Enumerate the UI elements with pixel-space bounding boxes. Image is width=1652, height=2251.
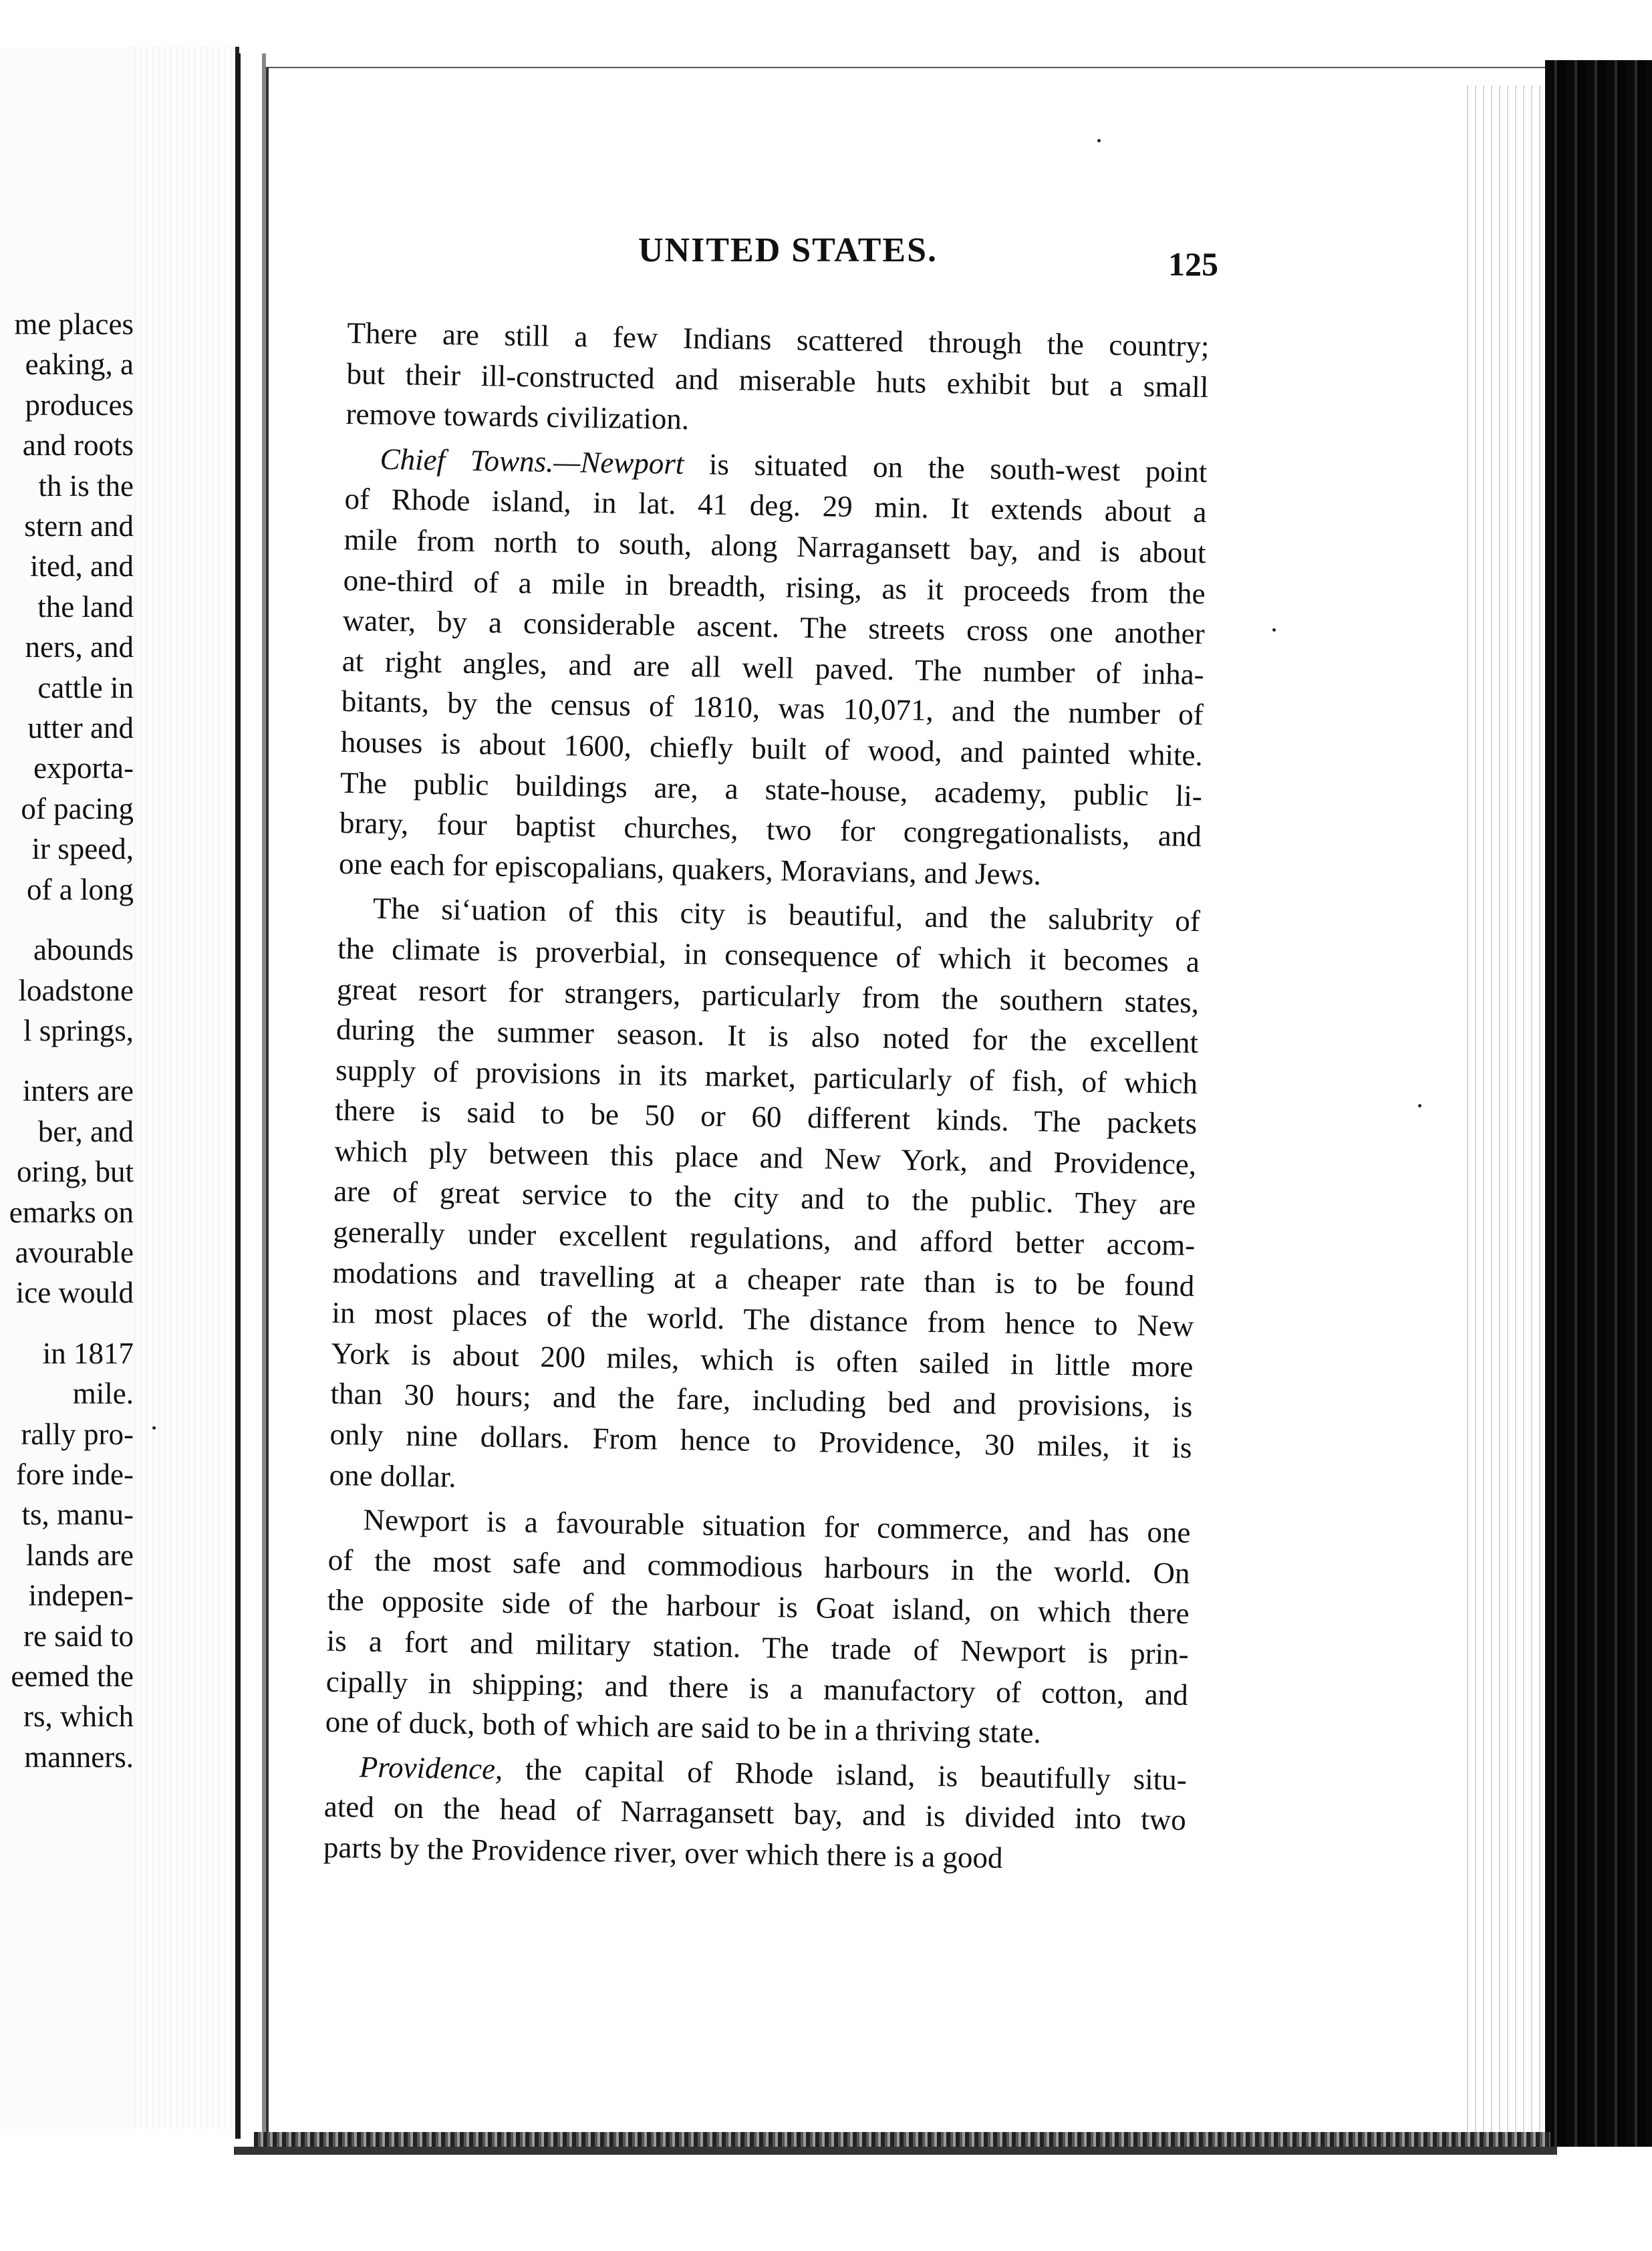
- text-line: only nine dollars. From hence to Providence, 30 miles, it is: [329, 1417, 1192, 1465]
- text-line: one dollar.: [329, 1458, 457, 1494]
- running-head: UNITED STATES.: [638, 231, 938, 269]
- text-line: bitants, by the census of 1810, was 10,071, and the number of: [341, 684, 1204, 732]
- facing-page-line: rally pro-: [21, 1417, 134, 1451]
- italic-lead: Chief Towns.—Newport: [380, 442, 684, 481]
- ink-speck: [1418, 1104, 1421, 1107]
- text-line: of the most safe and commodious harbours in the world. On: [327, 1543, 1190, 1590]
- ink-speck: [1272, 628, 1276, 632]
- facing-page-gap: [0, 910, 134, 930]
- facing-page-line: re said to: [23, 1619, 134, 1653]
- paragraph: [329, 888, 1200, 1508]
- line-text: is situated on the south-west point: [683, 446, 1208, 489]
- facing-page-line: utter and: [27, 711, 134, 745]
- text-line: the opposite side of the harbour is Goat island, on which there: [327, 1583, 1190, 1631]
- body-text: [323, 313, 1209, 1885]
- facing-page-line: emarks on: [9, 1195, 134, 1229]
- text-line: than 30 hours; and the fare, including bed and provisions, is: [330, 1377, 1193, 1424]
- paragraph: [325, 1499, 1191, 1756]
- facing-page-line: indepen-: [28, 1579, 134, 1613]
- facing-page-text: [0, 304, 134, 1777]
- facing-page-line: eemed the: [11, 1660, 134, 1693]
- text-line: modations and travelling at a cheaper rate than is to be found: [332, 1255, 1195, 1303]
- text-line: one each for episcopalians, quakers, Moravians, and Jews.: [338, 846, 1042, 892]
- text-line: are of great service to the city and to the public. They are: [333, 1174, 1196, 1222]
- text-line: The public buildings are, a state-house, academy, public li-: [339, 765, 1203, 813]
- page-edges: [1464, 86, 1547, 2144]
- text-line: during the summer season. It is also noted for the excellent: [335, 1012, 1199, 1060]
- ink-speck: [1097, 139, 1101, 142]
- text-line: mile from north to south, along Narragansett bay, and is about: [343, 522, 1206, 570]
- facing-page-line: avourable: [15, 1235, 134, 1269]
- facing-page-line: produces: [25, 388, 134, 422]
- facing-page-line: ir speed,: [31, 832, 134, 866]
- text-line: cipally in shipping; and there is a manufactory of cotton, and: [325, 1664, 1189, 1712]
- text-line: in most places of the world. The distance from hence to New: [331, 1296, 1194, 1343]
- book-cover-edge: [1545, 60, 1652, 2251]
- facing-page-line: exporta-: [33, 751, 134, 785]
- facing-page-line: ber, and: [37, 1114, 134, 1148]
- text-line: generally under excellent regulations, and afford better accom-: [333, 1214, 1196, 1263]
- text-line: is a fort and military station. The trade of Newport is prin-: [326, 1623, 1190, 1672]
- text-line: brary, four baptist churches, two for congregationalists, and: [339, 806, 1202, 853]
- text-line: but their ill-constructed and miserable huts exhibit but a small: [346, 356, 1209, 404]
- facing-page-line: me places: [14, 307, 134, 341]
- facing-page-line: ited, and: [30, 549, 134, 583]
- facing-page-gap: [0, 1313, 134, 1333]
- text-line: The siʻuation of this city is beautiful, and the salubrity of: [372, 892, 1201, 938]
- facing-page-line: mile.: [72, 1377, 134, 1411]
- page-bottom-edge: [254, 2132, 1550, 2147]
- facing-page-line: of pacing: [21, 791, 134, 825]
- facing-page-shadow: [134, 47, 231, 2129]
- text-line: ated on the head of Narragansett bay, and is divided into two: [323, 1790, 1187, 1837]
- paragraph: [346, 313, 1210, 448]
- facing-page-line: and roots: [22, 428, 134, 462]
- facing-page-line: lands are: [25, 1538, 134, 1572]
- facing-page-line: ice would: [15, 1276, 134, 1310]
- text-line: at right angles, and are all well paved. The number of inha-: [341, 644, 1205, 691]
- text-line: one of duck, both of which are said to be in a thriving state.: [325, 1704, 1042, 1750]
- facing-page-line: oring, but: [17, 1155, 134, 1189]
- text-line: of Rhode island, in lat. 41 deg. 29 min. It extends about a: [344, 482, 1207, 529]
- facing-page-line: ts, manu-: [21, 1498, 134, 1532]
- facing-page-line: inters are: [22, 1074, 134, 1108]
- facing-page-line: th is the: [38, 469, 134, 503]
- page-number: 125: [1168, 245, 1218, 283]
- text-line: There are still a few Indians scattered through the country;: [347, 315, 1210, 364]
- text-line: Newport is a favourable situation for commerce, and has one: [363, 1502, 1191, 1550]
- facing-page-gap: [0, 1051, 134, 1071]
- text-line: one-third of a mile in breadth, rising, as it proceeds from the: [343, 563, 1206, 610]
- text-line: there is said to be 50 or 60 different kinds. The packets: [334, 1093, 1198, 1141]
- facing-page-line: loadstone: [18, 973, 134, 1007]
- text-line: parts by the Providence river, over which there is a good: [323, 1830, 1003, 1875]
- facing-page-line: of a long: [27, 872, 134, 906]
- facing-page-line: the land: [37, 589, 134, 624]
- text-line: York is about 200 miles, which is often sailed in little more: [331, 1336, 1194, 1383]
- facing-page-line: abounds: [33, 933, 134, 967]
- scan-bottom-margin: [0, 2147, 1652, 2251]
- text-line: the climate is proverbial, in consequence of which it becomes a: [337, 931, 1200, 979]
- text-line: great resort for strangers, particularly from the southern states,: [336, 972, 1200, 1019]
- facing-page-line: ners, and: [25, 630, 134, 664]
- text-line: remove towards civilization.: [346, 397, 690, 436]
- facing-page-line: in 1817: [42, 1336, 134, 1370]
- paragraph: [339, 438, 1208, 898]
- facing-page: [0, 47, 239, 2129]
- paragraph: [323, 1746, 1187, 1881]
- facing-page-line: stern and: [24, 509, 134, 543]
- facing-page-line: l springs,: [23, 1013, 134, 1047]
- text-line: houses is about 1600, chiefly built of wood, and painted white.: [340, 724, 1204, 773]
- facing-page-line: eaking, a: [25, 348, 134, 382]
- text-line: water, by a considerable ascent. The streets cross one another: [342, 604, 1206, 651]
- line-text: the capital of Rhode island, is beautifully situ-: [502, 1752, 1188, 1797]
- facing-page-line: rs, which: [23, 1700, 134, 1734]
- facing-page-line: fore inde-: [15, 1457, 134, 1491]
- text-line: supply of provisions in its market, particularly of fish, of which: [335, 1053, 1198, 1100]
- facing-page-line: cattle in: [37, 670, 134, 704]
- text-line: which ply between this place and New York, and Providence,: [333, 1134, 1197, 1181]
- ink-speck: [152, 1426, 156, 1430]
- facing-page-line: manners.: [24, 1740, 134, 1774]
- italic-lead: Providence,: [359, 1750, 503, 1786]
